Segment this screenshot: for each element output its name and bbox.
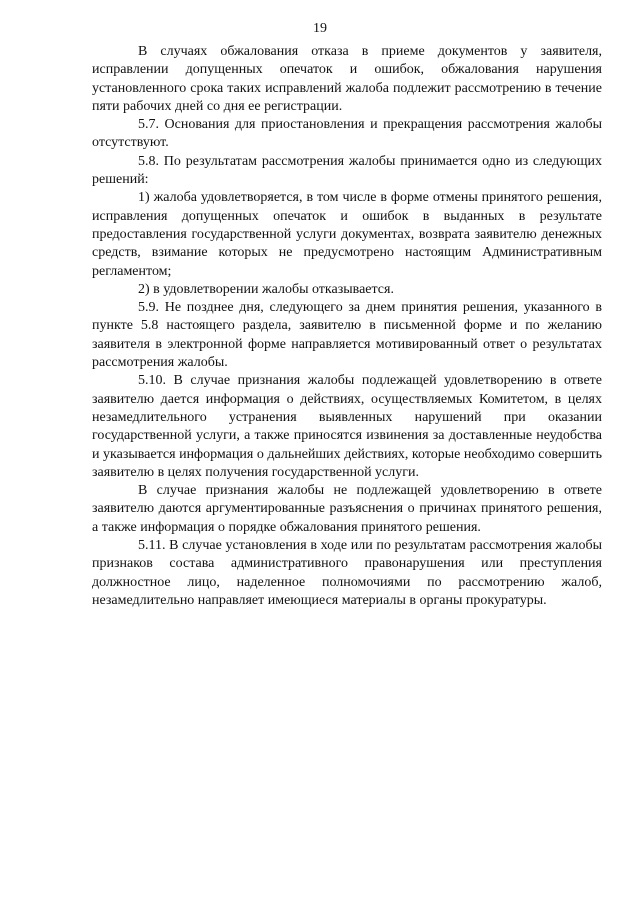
- paragraph-complaint-review-period: В случаях обжалования отказа в приеме документов у заявителя, исправлении допущенных опечаток и ошибок, обжалования нарушения установленного срока таких исправлений жалоба подлежит рассмотрению в течение пяти рабочих дней со дня ее регистрации.: [92, 44, 602, 114]
- page-number: 19: [313, 21, 327, 36]
- paragraph-refusal-explanation: В случае признания жалобы не подлежащей удовлетворению в ответе заявителю даются аргументированные разъяснения о причинах принятого решения, а также информация о порядке обжалования принятого решения.: [92, 483, 602, 535]
- paragraph-5-11-violation-referral: 5.11. В случае установления в ходе или по результатам рассмотрения жалобы признаков состава административного правонарушения или преступления должностное лицо, наделенное полномочиями по рассмотрению жалоб, незамедлительно направляет имеющиеся материалы в органы прокуратуры.: [92, 538, 602, 608]
- paragraph-decision-satisfied: 1) жалоба удовлетворяется, в том числе в форме отмены принятого решения, исправления допущенных опечаток и ошибок в выданных в результате предоставления государственной услуги документах, возврата заявителю денежных средств, взимание которых не предусмотрено настоящим Административным регламентом;: [92, 190, 602, 279]
- paragraph-5-7-suspension-grounds: 5.7. Основания для приостановления и прекращения рассмотрения жалобы отсутствуют.: [92, 117, 602, 151]
- paragraph-5-9-response: 5.9. Не позднее дня, следующего за днем принятия решения, указанного в пункте 5.8 настоящего раздела, заявителю в письменной форме и по желанию заявителя в электронной форме направляется мотивированный ответ о результатах рассмотрения жалобы.: [92, 300, 602, 371]
- document-body: [92, 43, 602, 610]
- paragraph-decision-refused: 2) в удовлетворении жалобы отказывается.: [138, 281, 394, 297]
- paragraph-5-8-decisions: 5.8. По результатам рассмотрения жалобы принимается одно из следующих решений:: [92, 153, 602, 188]
- paragraph-5-10-satisfied-response: 5.10. В случае признания жалобы подлежащей удовлетворению в ответе заявителю дается информация о действиях, осуществляемых Комитетом, в целях незамедлительного устранения выявленных нарушений при оказании государственной услуги, а также приносятся извинения за доставленные неудобства и указывается информация о дальнейших действиях, которые необходимо совершить заявителю в целях получения государственной услуги.: [92, 373, 602, 480]
